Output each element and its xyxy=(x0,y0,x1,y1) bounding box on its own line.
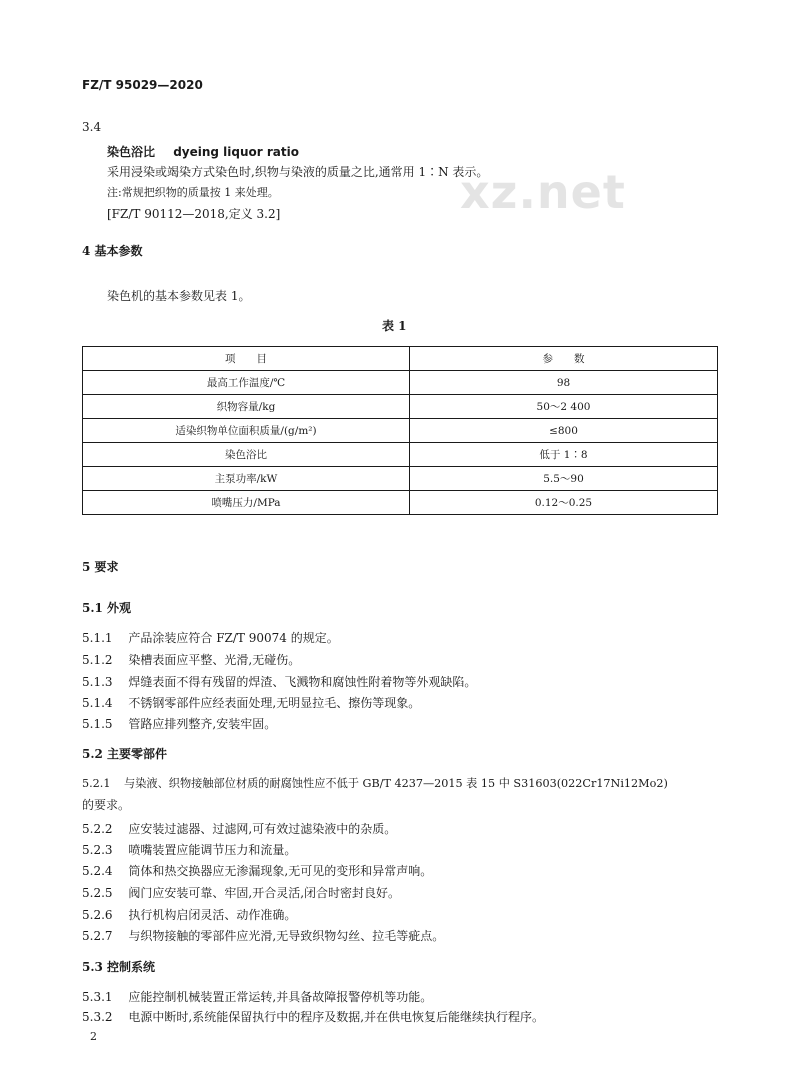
term-note: 注:常规把织物的质量按 1 来处理。 xyxy=(107,186,279,199)
section-4-heading: 4 基本参数 xyxy=(82,244,143,258)
list-item xyxy=(82,673,476,690)
clause-number: 5.1.5 xyxy=(82,717,113,731)
clause-number: 5.1.2 xyxy=(82,653,113,667)
table-cell-value: 98 xyxy=(410,371,718,395)
table-row xyxy=(83,491,718,515)
list-item xyxy=(82,841,296,858)
table-cell-value: 低于 1∶8 xyxy=(410,443,718,467)
table-cell-value: ≤800 xyxy=(410,419,718,443)
clause-number: 5.2.2 xyxy=(82,822,113,836)
list-item xyxy=(82,988,432,1005)
table-header-value: 参 数 xyxy=(410,347,718,371)
list-item xyxy=(82,906,296,923)
clause-number: 5.1.3 xyxy=(82,675,113,689)
term-definition: 采用浸染或竭染方式染色时,织物与染液的质量之比,通常用 1∶N 表示。 xyxy=(107,165,489,179)
table-cell-value: 0.12～0.25 xyxy=(410,491,718,515)
section-4-intro: 染色机的基本参数见表 1。 xyxy=(107,289,251,303)
list-item xyxy=(82,927,444,944)
section-5-heading: 5 要求 xyxy=(82,560,119,574)
page-number: 2 xyxy=(90,1030,97,1043)
parameter-table xyxy=(82,346,718,515)
list-item xyxy=(82,629,339,646)
table-row xyxy=(83,395,718,419)
table-row xyxy=(83,419,718,443)
section-5-3-heading: 5.3 控制系统 xyxy=(82,960,156,974)
table-cell-item: 织物容量/kg xyxy=(83,395,410,419)
clause-text: 焊缝表面不得有残留的焊渣、飞溅物和腐蚀性附着物等外观缺陷。 xyxy=(128,675,477,689)
table-cell-item: 主泵功率/kW xyxy=(83,467,410,491)
clause-number: 5.3.1 xyxy=(82,990,113,1004)
clause-number: 5.2.3 xyxy=(82,843,113,857)
list-item xyxy=(82,775,668,791)
table-cell-value: 50～2 400 xyxy=(410,395,718,419)
table-cell-item: 适染织物单位面积质量/(g/m²) xyxy=(83,419,410,443)
standard-number: FZ/T 95029—2020 xyxy=(82,78,203,92)
list-item xyxy=(82,884,400,901)
table-row xyxy=(83,371,718,395)
term-zh: 染色浴比 xyxy=(107,145,156,159)
clause-text: 不锈钢零部件应经表面处理,无明显拉毛、擦伤等现象。 xyxy=(128,696,421,710)
table-cell-value: 5.5～90 xyxy=(410,467,718,491)
clause-text: 执行机构启闭灵活、动作准确。 xyxy=(128,908,297,922)
table-row xyxy=(83,467,718,491)
clause-number: 5.3.2 xyxy=(82,1010,113,1024)
clause-text: 与染液、织物接触部位材质的耐腐蚀性应不低于 GB/T 4237—2015 表 15 中 S31603(022Cr17Ni12Mo2) xyxy=(124,777,668,790)
table-header-item: 项 目 xyxy=(83,347,410,371)
list-item xyxy=(82,1008,544,1025)
clause-number: 5.1.1 xyxy=(82,631,113,645)
clause-text: 应能控制机械装置正常运转,并具备故障报警停机等功能。 xyxy=(128,990,433,1004)
term-en: dyeing liquor ratio xyxy=(173,145,299,159)
clause-text: 阀门应安装可靠、牢固,开合灵活,闭合时密封良好。 xyxy=(128,886,401,900)
watermark: xz.net xyxy=(460,165,626,219)
term-title xyxy=(107,143,299,160)
clause-text: 应安装过滤器、过滤网,可有效过滤染液中的杂质。 xyxy=(128,822,397,836)
clause-number: 5.2.1 xyxy=(82,777,111,790)
clause-text: 喷嘴装置应能调节压力和流量。 xyxy=(128,843,297,857)
list-item xyxy=(82,694,420,711)
table-cell-item: 喷嘴压力/MPa xyxy=(83,491,410,515)
section-5-1-heading: 5.1 外观 xyxy=(82,601,132,615)
clause-text: 电源中断时,系统能保留执行中的程序及数据,并在供电恢复后能继续执行程序。 xyxy=(128,1010,545,1024)
list-item xyxy=(82,862,432,879)
table-cell-item: 染色浴比 xyxy=(83,443,410,467)
clause-text: 产品涂装应符合 FZ/T 90074 的规定。 xyxy=(128,631,339,645)
clause-number: 5.2.7 xyxy=(82,929,113,943)
clause-continuation: 的要求。 xyxy=(82,798,131,812)
clause-number: 5.2.5 xyxy=(82,886,113,900)
list-item xyxy=(82,651,300,668)
term-source: [FZ/T 90112—2018,定义 3.2] xyxy=(107,207,281,221)
clause-text: 染槽表面应平整、光滑,无碰伤。 xyxy=(128,653,301,667)
table-row xyxy=(83,443,718,467)
table-cell-item: 最高工作温度/℃ xyxy=(83,371,410,395)
clause-number: 5.2.4 xyxy=(82,864,113,878)
list-item xyxy=(82,820,396,837)
clause-text: 筒体和热交换器应无渗漏现象,无可见的变形和异常声响。 xyxy=(128,864,433,878)
clause-number: 5.1.4 xyxy=(82,696,113,710)
section-5-2-heading: 5.2 主要零部件 xyxy=(82,747,168,761)
clause-number: 5.2.6 xyxy=(82,908,113,922)
section-3-4-number: 3.4 xyxy=(82,120,102,134)
list-item xyxy=(82,715,276,732)
clause-text: 管路应排列整齐,安装牢固。 xyxy=(128,717,277,731)
clause-text: 与织物接触的零部件应光滑,无导致织物勾丝、拉毛等疵点。 xyxy=(128,929,445,943)
table-title: 表 1 xyxy=(382,319,407,333)
table-header-row xyxy=(83,347,718,371)
